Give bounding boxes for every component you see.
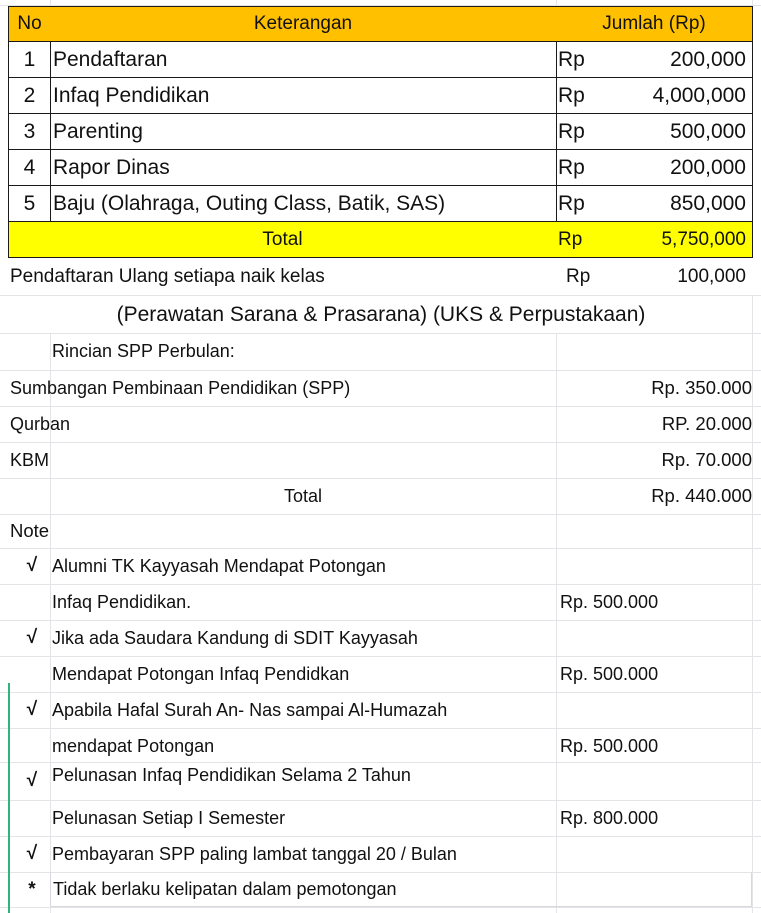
note-mark	[14, 584, 50, 620]
total-amount: 5,750,000	[661, 228, 746, 250]
check-icon: √	[26, 555, 38, 576]
amount-value: 200,000	[670, 47, 746, 71]
note-text[interactable]: Pelunasan Infaq Pendidikan Selama 2 Tahun	[52, 764, 411, 785]
amount-value: 4,000,000	[652, 83, 746, 107]
spp-total-amount[interactable]: Rp. 440.000	[651, 485, 752, 506]
table-total-row	[0, 222, 761, 258]
note-text[interactable]: Tidak berlaku kelipatan dalam pemotongan	[50, 872, 752, 907]
note-row	[0, 548, 761, 584]
check-icon: √	[26, 843, 38, 864]
row-number[interactable]: 4	[8, 150, 51, 186]
amount-value: 850,000	[670, 191, 746, 215]
table-row	[0, 114, 761, 150]
currency-label: Rp	[558, 83, 585, 107]
table-row	[0, 42, 761, 78]
row-number[interactable]: 5	[8, 186, 51, 222]
re-registration-amount-cell[interactable]	[556, 258, 752, 295]
table-header-row	[0, 6, 761, 42]
amount-value: 500,000	[670, 119, 746, 143]
row-description[interactable]: Pendaftaran	[50, 42, 557, 78]
note-mark	[14, 656, 50, 692]
note-text[interactable]: Jika ada Saudara Kandung di SDIT Kayyasah	[52, 627, 418, 648]
row-amount-cell[interactable]	[556, 78, 753, 114]
spp-item-amount[interactable]: RP. 20.000	[661, 413, 752, 434]
row-amount-cell[interactable]	[556, 42, 753, 78]
note-amount[interactable]	[560, 548, 750, 584]
note-row	[0, 620, 761, 656]
spp-item-amount[interactable]: Rp. 70.000	[661, 449, 752, 470]
note-text[interactable]: Pembayaran SPP paling lambat tanggal 20 / Bulan	[52, 843, 457, 864]
total-label[interactable]: Total	[8, 222, 557, 258]
note-text[interactable]: Apabila Hafal Surah An- Nas sampai Al-Humazah	[52, 699, 448, 720]
currency-label: Rp	[558, 155, 585, 179]
spp-total-label[interactable]: Total	[283, 485, 323, 506]
note-text[interactable]: mendapat Potongan	[52, 735, 215, 756]
row-description[interactable]: Rapor Dinas	[50, 150, 557, 186]
gridline	[0, 907, 761, 908]
note-amount[interactable]: Rp. 800.000	[560, 807, 659, 828]
note-text[interactable]: Infaq Pendidikan.	[52, 591, 192, 612]
row-number[interactable]: 2	[8, 78, 51, 114]
note-row	[0, 584, 761, 620]
note-row	[0, 656, 761, 692]
spp-row	[0, 406, 761, 442]
note-row	[0, 760, 761, 790]
spp-item-label[interactable]: Qurban	[10, 413, 71, 434]
spp-row	[0, 442, 761, 478]
table-row	[0, 186, 761, 222]
row-amount-cell[interactable]	[556, 150, 753, 186]
note-mark	[14, 800, 50, 836]
note-text[interactable]: Mendapat Potongan Infaq Pendidkan	[52, 663, 350, 684]
notes-title-row	[0, 514, 761, 548]
currency-label: Rp	[566, 265, 591, 287]
check-icon: √	[26, 699, 38, 720]
row-amount-cell[interactable]	[556, 114, 753, 150]
note-row	[0, 692, 761, 728]
row-number[interactable]: 3	[8, 114, 51, 150]
spp-item-label[interactable]: KBM	[10, 449, 50, 470]
currency-label: Rp	[558, 228, 583, 250]
table-row	[0, 150, 761, 186]
row-number[interactable]: 1	[8, 42, 51, 78]
currency-label: Rp	[558, 47, 585, 71]
amount-value: 200,000	[670, 155, 746, 179]
re-registration-note[interactable]: (Perawatan Sarana & Prasarana) (UKS & Perpustakaan)	[10, 296, 752, 333]
header-no[interactable]: No	[8, 6, 51, 42]
spp-title-row	[0, 333, 761, 370]
selection-indicator	[8, 683, 10, 913]
notes-title[interactable]: Note	[10, 520, 50, 541]
table-row	[0, 78, 761, 114]
spp-item-amount[interactable]: Rp. 350.000	[651, 377, 752, 398]
note-amount[interactable]	[560, 836, 750, 872]
note-mark	[14, 728, 50, 764]
check-icon: √	[26, 627, 38, 648]
note-row	[0, 872, 761, 907]
asterisk-icon: *	[28, 878, 36, 900]
note-text[interactable]: Alumni TK Kayyasah Mendapat Potongan	[52, 555, 386, 576]
note-amount[interactable]	[560, 760, 750, 790]
spp-row	[0, 370, 761, 406]
re-registration-amount: 100,000	[677, 265, 746, 287]
row-description[interactable]: Parenting	[50, 114, 557, 150]
total-amount-cell[interactable]	[556, 222, 753, 258]
note-amount[interactable]: Rp. 500.000	[560, 591, 659, 612]
row-description[interactable]: Infaq Pendidikan	[50, 78, 557, 114]
currency-label: Rp	[558, 191, 585, 215]
currency-label: Rp	[558, 119, 585, 143]
re-registration-note-row	[0, 296, 761, 333]
note-text[interactable]: Pelunasan Setiap I Semester	[52, 807, 286, 828]
note-amount[interactable]	[560, 620, 750, 656]
spp-title[interactable]: Rincian SPP Perbulan:	[52, 341, 235, 361]
re-registration-row	[0, 258, 761, 295]
note-row	[0, 728, 761, 764]
check-icon: √	[26, 770, 38, 791]
note-amount[interactable]: Rp. 500.000	[560, 735, 659, 756]
row-description[interactable]: Baju (Olahraga, Outing Class, Batik, SAS)	[50, 186, 557, 222]
re-registration-label[interactable]: Pendaftaran Ulang setiapa naik kelas	[10, 265, 325, 287]
row-amount-cell[interactable]	[556, 186, 753, 222]
note-row	[0, 836, 761, 872]
spp-item-label[interactable]: Sumbangan Pembinaan Pendidikan (SPP)	[10, 377, 351, 398]
spp-total-row	[0, 478, 761, 514]
header-jumlah[interactable]: Jumlah (Rp)	[556, 6, 753, 42]
note-amount[interactable]: Rp. 500.000	[560, 663, 659, 684]
note-amount[interactable]	[560, 692, 750, 728]
header-keterangan[interactable]: Keterangan	[50, 6, 557, 42]
note-row	[0, 800, 761, 836]
